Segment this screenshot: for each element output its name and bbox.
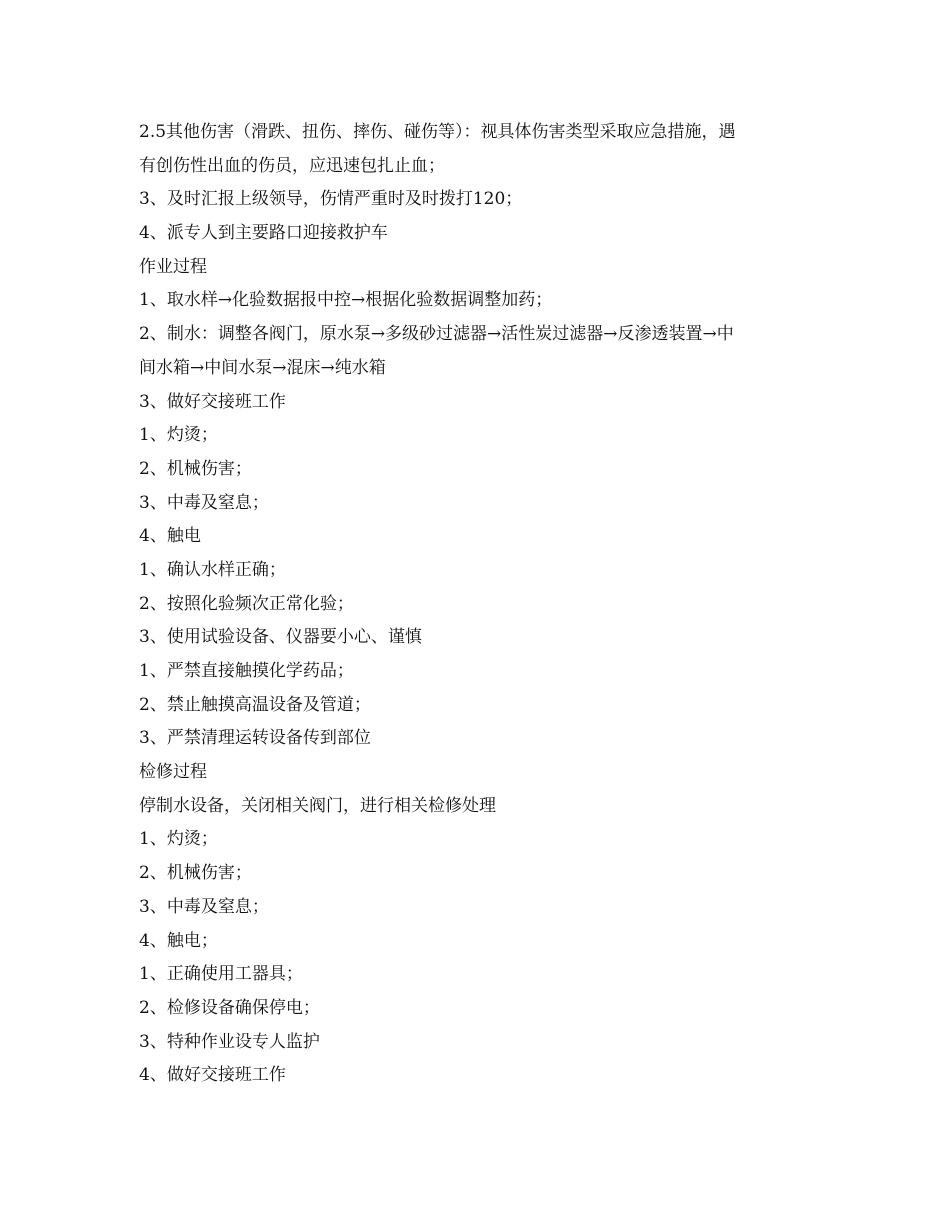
- text-line: 有创伤性出血的伤员，应迅速包扎止血；: [139, 155, 445, 176]
- text-line: 1、正确使用工器具；: [139, 964, 303, 985]
- text-line: 3、做好交接班工作: [139, 391, 286, 412]
- text-line: 4、派专人到主要路口迎接救护车: [139, 223, 388, 244]
- text-line: 间水箱→中间水泵→混床→纯水箱: [139, 357, 386, 378]
- text-line: 4、触电；: [139, 930, 218, 951]
- text-line: 3、中毒及窒息；: [139, 896, 269, 917]
- text-line: 2、机械伤害；: [139, 863, 252, 884]
- section-heading: 检修过程: [139, 762, 207, 783]
- text-line: 2、禁止触摸高温设备及管道；: [139, 694, 371, 715]
- text-line: 停制水设备，关闭相关阀门，进行相关检修处理: [139, 795, 496, 816]
- text-line: 4、做好交接班工作: [139, 1065, 286, 1086]
- text-line: 1、取水样→化验数据报中控→根据化验数据调整加药；: [139, 290, 553, 311]
- text-line: 1、灼烫；: [139, 829, 218, 850]
- text-line: 3、及时汇报上级领导，伤情严重时及时拨打120；: [139, 189, 523, 210]
- text-line: 3、特种作业设专人监护: [139, 1031, 320, 1052]
- text-line: 3、严禁清理运转设备传到部位: [139, 728, 371, 749]
- text-line: 2.5其他伤害（滑跌、扭伤、摔伤、碰伤等）：视具体伤害类型采取应急措施，遇: [139, 122, 736, 142]
- text-line: 1、确认水样正确；: [139, 559, 286, 580]
- text-line: 2、机械伤害；: [139, 458, 252, 479]
- text-line: 1、灼烫；: [139, 425, 218, 446]
- text-line: 3、中毒及窒息；: [139, 492, 269, 513]
- text-line: 4、触电: [139, 526, 201, 547]
- text-line: 2、检修设备确保停电；: [139, 997, 320, 1018]
- text-line: 3、使用试验设备、仪器要小心、谨慎: [139, 627, 422, 648]
- document-body: [139, 116, 819, 1093]
- text-line: 2、制水：调整各阀门，原水泵→多级砂过滤器→活性炭过滤器→反渗透装置→中: [139, 324, 734, 345]
- text-line: 1、严禁直接触摸化学药品；: [139, 661, 354, 681]
- section-heading: 作业过程: [139, 256, 207, 277]
- text-line: 2、按照化验频次正常化验；: [139, 593, 354, 614]
